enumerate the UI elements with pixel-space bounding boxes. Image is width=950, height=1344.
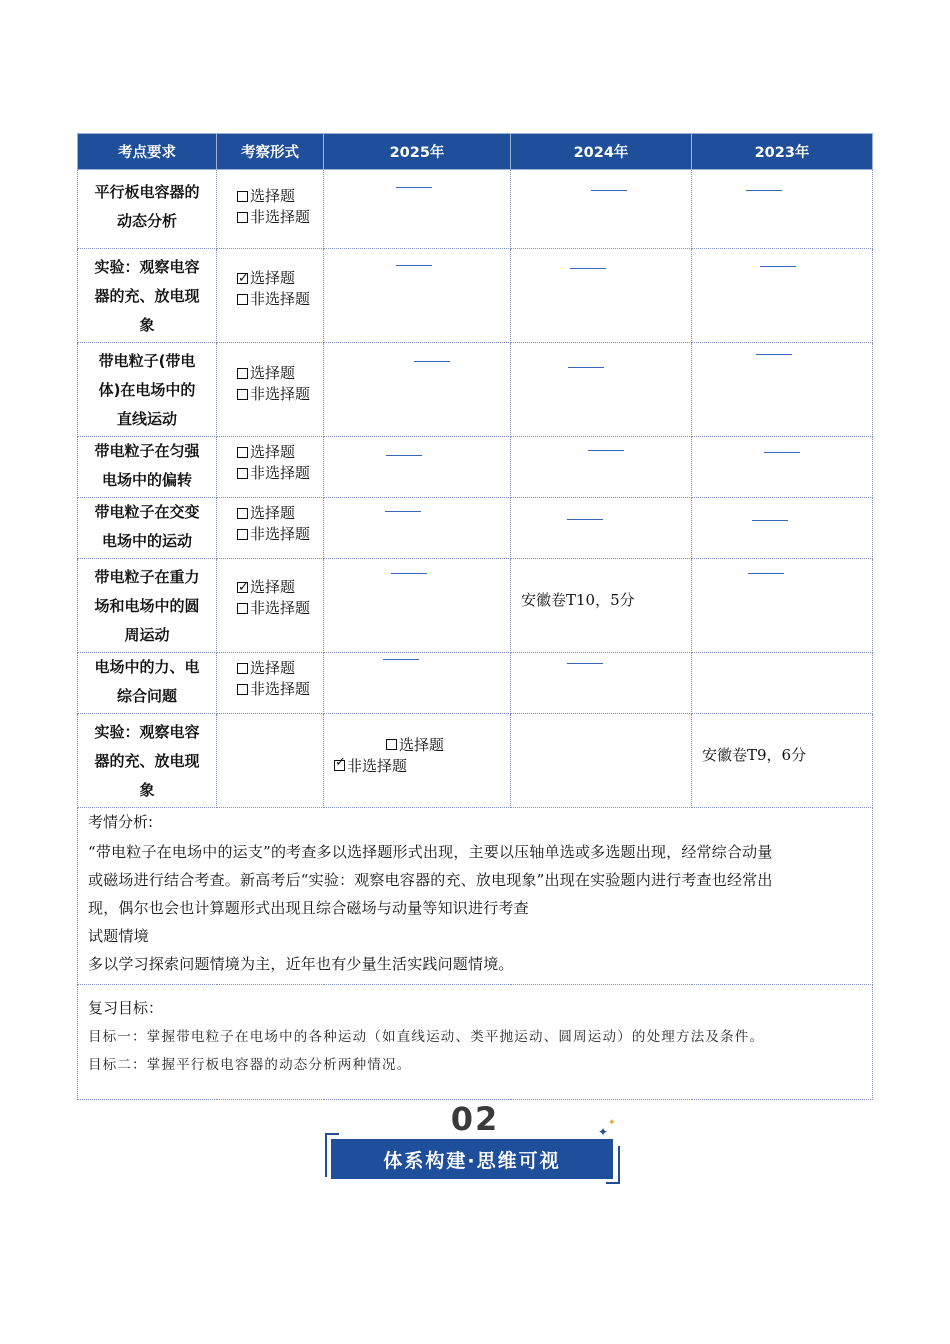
topic-line: 器的充、放电现 <box>94 752 200 770</box>
topic-line: 实验：观察电容 <box>94 723 200 741</box>
checkbox-icon[interactable] <box>237 389 248 400</box>
topic-line: 象 <box>139 781 155 799</box>
choice-option[interactable] <box>386 734 444 755</box>
table-row <box>78 653 873 714</box>
answer-blank <box>383 659 419 660</box>
checkbox-icon[interactable] <box>237 191 248 202</box>
analysis-line: “带电粒子在电场中的运支”的考查多以选择题形式出现，主要以压轴单选或多选题出现，经常综合动量 <box>88 843 773 861</box>
nonchoice-label: 非选择题 <box>347 757 408 775</box>
analysis-cell <box>78 808 873 985</box>
year-2023-cell <box>692 498 873 559</box>
answer-blank <box>396 265 432 266</box>
year-2024-cell <box>511 249 692 343</box>
nonchoice-option[interactable] <box>237 289 323 310</box>
table-header-row <box>78 134 873 170</box>
topic-line: 器的充、放电现 <box>94 287 200 305</box>
answer-blank <box>567 519 603 520</box>
table-row <box>78 559 873 653</box>
checkbox-icon[interactable] <box>386 739 397 750</box>
exam-analysis-sheet <box>77 133 872 1100</box>
year-2023-cell <box>692 437 873 498</box>
topic-line: 带电粒子在匀强 <box>94 442 200 460</box>
table-row <box>78 170 873 249</box>
form-cell <box>217 170 324 249</box>
review-goal: 目标二：掌握平行板电容器的动态分析两种情况。 <box>88 1057 412 1073</box>
analysis-heading: 考情分析: <box>88 813 154 831</box>
answer-blank <box>570 268 606 269</box>
topic-line: 直线运动 <box>116 410 177 428</box>
year-2025-cell <box>324 653 511 714</box>
nonchoice-option[interactable] <box>237 463 323 484</box>
answer-blank <box>567 663 603 664</box>
year-2024-cell <box>511 714 692 808</box>
checkbox-checked-icon[interactable] <box>334 760 345 771</box>
header-2023: 2023年 <box>692 134 873 170</box>
topic-line: 电场中的运动 <box>101 532 192 550</box>
sparkle-icon: ✦ <box>608 1118 616 1128</box>
topic-cell <box>78 437 217 498</box>
year-2023-cell <box>692 343 873 437</box>
topic-cell <box>78 653 217 714</box>
year-2025-cell <box>324 498 511 559</box>
topic-cell <box>78 714 217 808</box>
topic-line: 电场中的力、电 <box>94 658 200 676</box>
choice-label: 选择题 <box>250 578 296 596</box>
year-2024-cell <box>511 170 692 249</box>
checkbox-icon[interactable] <box>237 468 248 479</box>
checkbox-icon[interactable] <box>237 508 248 519</box>
nonchoice-label: 非选择题 <box>250 208 311 226</box>
year-2023-cell <box>692 714 873 808</box>
answer-blank <box>760 266 796 267</box>
topic-line: 电场中的偏转 <box>101 471 192 489</box>
analysis-body <box>88 838 862 978</box>
form-cell-empty <box>217 714 324 808</box>
review-row <box>78 985 873 1100</box>
choice-label: 选择题 <box>250 269 296 287</box>
review-heading: 复习目标： <box>88 999 164 1017</box>
review-cell <box>78 985 873 1100</box>
year-2023-cell <box>692 559 873 653</box>
checkbox-icon[interactable] <box>237 684 248 695</box>
year-2024-cell <box>511 653 692 714</box>
table-row <box>78 249 873 343</box>
section-title-banner <box>331 1139 613 1179</box>
choice-option[interactable] <box>237 577 323 598</box>
topic-cell <box>78 249 217 343</box>
answer-blank <box>752 520 788 521</box>
answer-blank <box>414 361 450 362</box>
year-2025-cell <box>324 714 511 808</box>
review-goal: 目标一：掌握带电粒子在电场中的各种运动（如直线运动、类平抛运动、圆周运动）的处理方法及条件。 <box>88 1029 765 1045</box>
nonchoice-option[interactable] <box>237 679 323 700</box>
choice-option[interactable] <box>237 268 323 289</box>
topic-line: 场和电场中的圆 <box>94 597 200 615</box>
choice-option[interactable] <box>237 658 323 679</box>
topic-line: 体)在电场中的 <box>98 381 196 399</box>
form-cell <box>217 343 324 437</box>
table-row <box>78 437 873 498</box>
exam-reference: 安徽卷T9，6分 <box>702 746 807 764</box>
year-2025-cell <box>324 249 511 343</box>
choice-label: 选择题 <box>250 443 296 461</box>
topic-line: 平行板电容器的 <box>94 183 200 201</box>
year-2024-cell <box>511 498 692 559</box>
topic-line: 带电粒子在重力 <box>94 568 200 586</box>
nonchoice-label: 非选择题 <box>250 385 311 403</box>
topic-line: 综合问题 <box>116 687 177 705</box>
topic-cell <box>78 498 217 559</box>
nonchoice-option[interactable] <box>237 207 323 228</box>
topic-cell <box>78 170 217 249</box>
topic-line: 动态分析 <box>116 212 177 230</box>
header-2025: 2025年 <box>324 134 511 170</box>
form-cell <box>217 437 324 498</box>
choice-option[interactable] <box>237 186 323 207</box>
checkbox-icon[interactable] <box>237 294 248 305</box>
checkbox-icon[interactable] <box>237 212 248 223</box>
answer-blank <box>748 573 784 574</box>
header-topic: 考点要求 <box>78 134 217 170</box>
form-cell <box>217 249 324 343</box>
exam-reference: 安徽卷T10，5分 <box>521 591 635 609</box>
form-cell <box>217 559 324 653</box>
nonchoice-option[interactable] <box>237 598 323 619</box>
section-number: 02 <box>450 1100 500 1138</box>
answer-blank <box>385 511 421 512</box>
answer-blank <box>756 354 792 355</box>
checkbox-icon[interactable] <box>237 529 248 540</box>
topic-cell <box>78 559 217 653</box>
topic-line: 实验：观察电容 <box>94 258 200 276</box>
year-2024-cell <box>511 437 692 498</box>
answer-blank <box>588 450 624 451</box>
analysis-line: 现，偶尔也会也计算题形式出现且综合磁场与动量等知识进行考查 <box>88 899 529 917</box>
table-row <box>78 714 873 808</box>
form-cell <box>217 498 324 559</box>
year-2023-cell <box>692 249 873 343</box>
choice-label: 选择题 <box>399 736 445 754</box>
year-2025-cell <box>324 559 511 653</box>
analysis-line: 或磁场进行结合考查。新高考后“实验：观察电容器的充、放电现象”出现在实验题内进行考查也经常出 <box>88 871 773 889</box>
choice-label: 选择题 <box>250 364 296 382</box>
topic-line: 象 <box>139 316 155 334</box>
choice-option[interactable] <box>237 363 323 384</box>
choice-label: 选择题 <box>250 187 296 205</box>
answer-blank <box>391 573 427 574</box>
analysis-row <box>78 808 873 985</box>
checkbox-icon[interactable] <box>237 663 248 674</box>
year-2025-cell <box>324 343 511 437</box>
form-cell <box>217 653 324 714</box>
nonchoice-label: 非选择题 <box>250 525 311 543</box>
year-2025-cell <box>324 170 511 249</box>
year-2023-cell <box>692 653 873 714</box>
section-title: 体系构建·思维可视 <box>383 1149 561 1172</box>
year-2023-cell <box>692 170 873 249</box>
checkbox-icon[interactable] <box>237 368 248 379</box>
year-2024-cell <box>511 343 692 437</box>
exam-table <box>77 133 873 1100</box>
sparkle-icon: ✦ <box>598 1125 609 1139</box>
header-form: 考察形式 <box>217 134 324 170</box>
year-2024-cell <box>511 559 692 653</box>
topic-line: 带电粒子在交变 <box>94 503 200 521</box>
nonchoice-label: 非选择题 <box>250 680 311 698</box>
topic-cell <box>78 343 217 437</box>
nonchoice-label: 非选择题 <box>250 464 311 482</box>
topic-line: 周运动 <box>124 626 170 644</box>
analysis-line: 试题情境 <box>88 927 149 945</box>
answer-blank <box>396 187 432 188</box>
answer-blank <box>746 190 782 191</box>
checkbox-icon[interactable] <box>237 447 248 458</box>
topic-line: 带电粒子(带电 <box>98 352 196 370</box>
table-row <box>78 498 873 559</box>
nonchoice-option[interactable] <box>237 384 323 405</box>
nonchoice-option[interactable] <box>237 524 323 545</box>
table-row <box>78 343 873 437</box>
checkbox-icon[interactable] <box>237 603 248 614</box>
nonchoice-label: 非选择题 <box>250 599 311 617</box>
choice-option[interactable] <box>237 442 323 463</box>
choice-label: 选择题 <box>250 659 296 677</box>
answer-blank <box>591 190 627 191</box>
checkbox-checked-icon[interactable] <box>237 273 248 284</box>
choice-label: 选择题 <box>250 504 296 522</box>
answer-blank <box>386 455 422 456</box>
year-2025-cell <box>324 437 511 498</box>
nonchoice-label: 非选择题 <box>250 290 311 308</box>
checkbox-checked-icon[interactable] <box>237 582 248 593</box>
header-2024: 2024年 <box>511 134 692 170</box>
answer-blank <box>568 367 604 368</box>
choice-option[interactable] <box>237 503 323 524</box>
nonchoice-option[interactable] <box>334 755 407 776</box>
analysis-line: 多以学习探索问题情境为主，近年也有少量生活实践问题情境。 <box>88 955 514 973</box>
answer-blank <box>764 452 800 453</box>
